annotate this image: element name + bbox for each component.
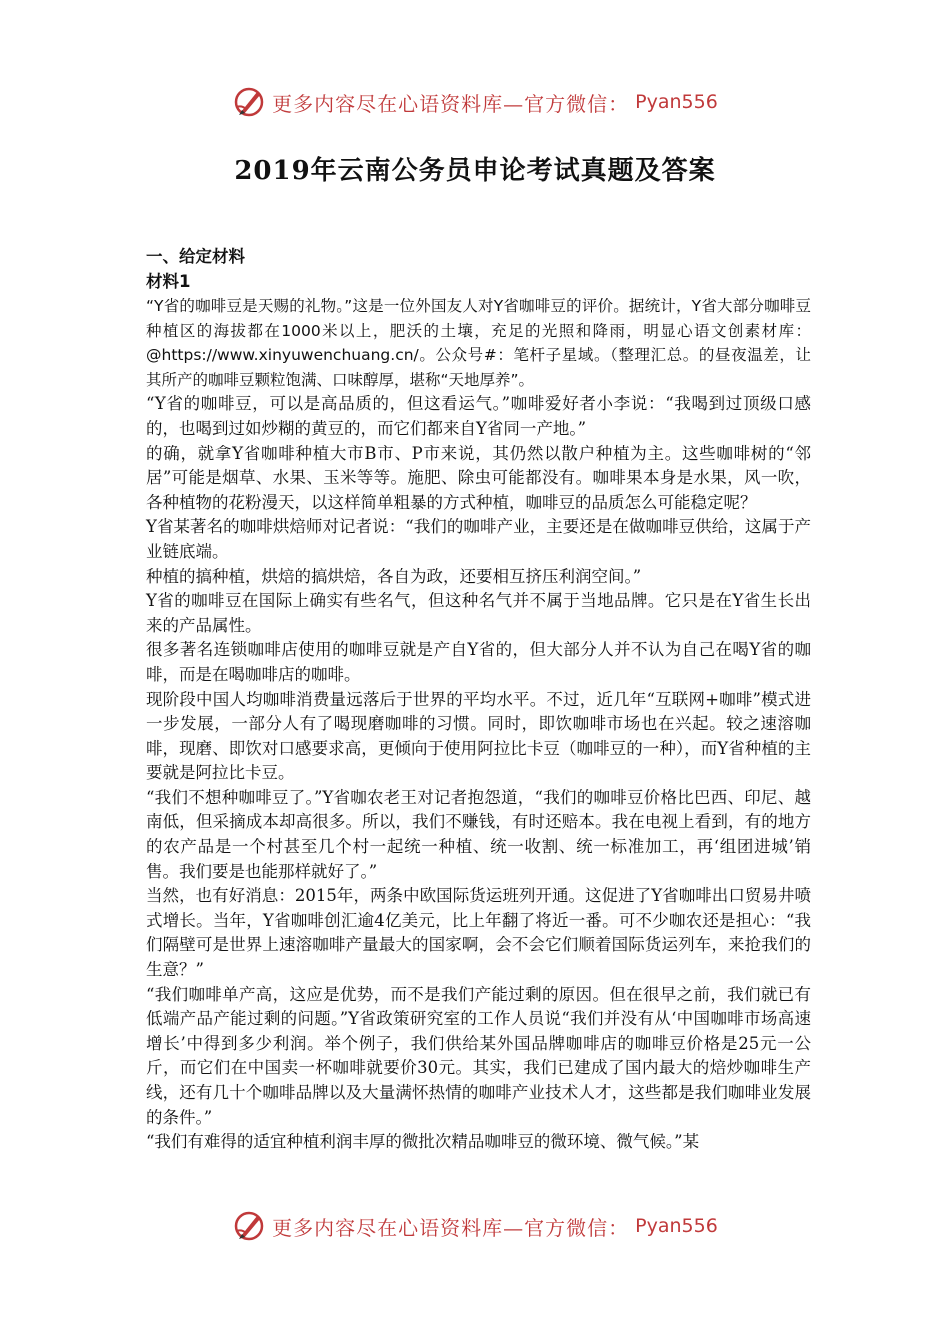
paragraph: “Y省的咖啡豆，可以是高品质的，但这看运气。”咖啡爱好者小李说：“我喝到过顶级口感的，也喝到过如炒糊的黄豆的，而它们都来自Y省同一产地。” bbox=[146, 394, 811, 438]
paragraph: “Y省的咖啡豆是天赐的礼物。”这是一位外国友人对Y省咖啡豆的评价。据统计，Y省大部分咖啡豆种植区的海拔都在1000米以上，肥沃的土壤，充足的光照和降雨，明显心语文创素材库：@https://www.xinyuwenchuang.cn/。公众号#：笔杆子星域。（整理汇总。的昼夜温差，让其所产的咖啡豆颗粒饱满、口味醇厚，堪称“天地厚养”。 bbox=[146, 297, 811, 389]
paragraph: “我们不想种咖啡豆了。”Y省咖农老王对记者抱怨道，“我们的咖啡豆价格比巴西、印尼、越南低，但采摘成本却高很多。所以，我们不赚钱，有时还赔本。我在电视上看到，有的地方的农产品是一个村甚至几个村一起统一种植、统一收割、统一标准加工，再‘组团进城’销售。我们要是也能那样就好了。” bbox=[146, 787, 811, 881]
paragraph: 很多著名连锁咖啡店使用的咖啡豆就是产自Y省的，但大部分人并不认为自己在喝Y省的咖啡，而是在喝咖啡店的咖啡。 bbox=[146, 640, 811, 684]
document-body bbox=[146, 244, 811, 1155]
banner-text: 更多内容尽在心语资料库—官方微信： bbox=[272, 91, 630, 116]
header-watermark-banner bbox=[0, 82, 950, 122]
paragraph: “我们咖啡单产高，这应是优势，而不是我们产能过剩的原因。但在很早之前，我们就已有低端产品产能过剩的问题。”Y省政策研究室的工作人员说“我们并没有从‘中国咖啡市场高速增长’中得到多少利润。举个例子，我们供给某外国品牌咖啡店的咖啡豆价格是25元一公斤，而它们在中国卖一杯咖啡就要价30元。其实，我们已建成了国内最大的焙炒咖啡生产线，还有几十个咖啡品牌以及大量满怀热情的咖啡产业技术人才，这些都是我们咖啡业发展的条件。” bbox=[146, 984, 811, 1127]
paragraph: 现阶段中国人均咖啡消费量远落后于世界的平均水平。不过，近几年“互联网+咖啡”模式进一步发展，一部分人有了喝现磨咖啡的习惯。同时，即饮咖啡市场也在兴起。较之速溶咖啡，现磨、即饮对口感要求高，更倾向于使用阿拉比卡豆（咖啡豆的一种），而Y省种植的主要就是阿拉比卡豆。 bbox=[146, 689, 811, 783]
paragraph: Y省某著名的咖啡烘焙师对记者说：“我们的咖啡产业，主要还是在做咖啡豆供给，这属于产业链底端。 bbox=[146, 517, 811, 561]
banner-wechat-id: Pyan556 bbox=[635, 1215, 718, 1237]
section-heading: 一、给定材料 bbox=[146, 247, 245, 266]
paragraph: Y省的咖啡豆在国际上确实有些名气，但这种名气并不属于当地品牌。它只是在Y省生长出来的产品属性。 bbox=[146, 591, 811, 635]
paragraph: “我们有难得的适宜种植利润丰厚的微批次精品咖啡豆的微环境、微气候。”某 bbox=[146, 1132, 700, 1152]
banner-text: 更多内容尽在心语资料库—官方微信： bbox=[272, 1215, 630, 1240]
paragraph: 当然，也有好消息：2015年，两条中欧国际货运班列开通。这促进了Y省咖啡出口贸易井喷式增长。当年，Y省咖啡创汇逾4亿美元，比上年翻了将近一番。可不少咖农还是担心：“我们隔壁可是世界上速溶咖啡产量最大的国家啊，会不会它们顺着国际货运列车，来抢我们的生意？” bbox=[146, 886, 811, 980]
footer-watermark-banner bbox=[0, 1206, 950, 1246]
material-heading: 材料1 bbox=[146, 272, 191, 291]
pen-logo-icon bbox=[232, 1209, 266, 1243]
banner-wechat-id: Pyan556 bbox=[635, 91, 718, 113]
paragraph: 的确，就拿Y省咖啡种植大市B市、P市来说，其仍然以散户种植为主。这些咖啡树的“邻居”可能是烟草、水果、玉米等等。施肥、除虫可能都没有。咖啡果本身是水果，风一吹，各种植物的花粉漫天，以这样简单粗暴的方式种植，咖啡豆的品质怎么可能稳定呢？ bbox=[146, 443, 811, 512]
document-title: 2019年云南公务员申论考试真题及答案 bbox=[234, 156, 716, 186]
paragraph: 种植的搞种植，烘焙的搞烘焙，各自为政，还要相互挤压利润空间。” bbox=[146, 566, 642, 586]
pen-logo-icon bbox=[232, 85, 266, 119]
